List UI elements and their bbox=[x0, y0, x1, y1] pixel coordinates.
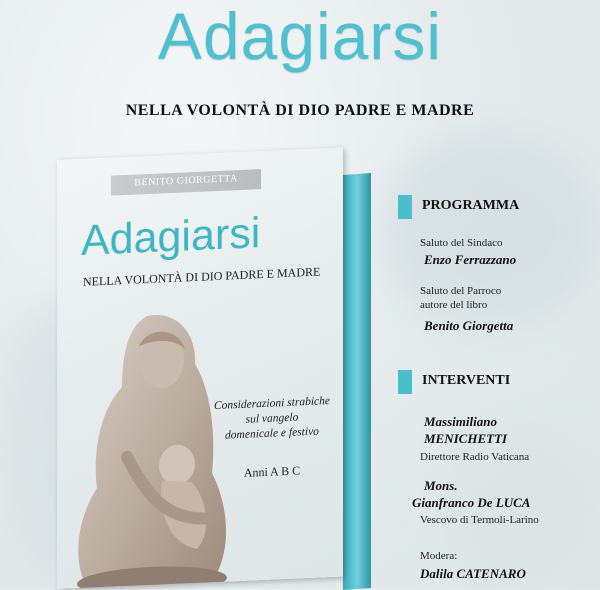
cover-years: Anni A B C bbox=[243, 463, 301, 480]
programma-item2-role-line2: autore del libro bbox=[420, 299, 488, 311]
cover-description bbox=[207, 394, 337, 445]
speaker2-role: Vescovo di Termoli-Larino bbox=[420, 514, 539, 526]
moderator-name: Dalila CATENARO bbox=[420, 566, 526, 581]
programma-heading bbox=[398, 195, 598, 219]
programma-item1-role: Saluto del Sindaco bbox=[420, 237, 503, 249]
programma-item1-name: Enzo Ferrazzano bbox=[424, 252, 517, 267]
poster-title: Adagiarsi bbox=[157, 0, 443, 73]
interventi-label: INTERVENTI bbox=[422, 373, 511, 388]
book-spine bbox=[343, 173, 371, 590]
interventi-accent-bar bbox=[398, 370, 412, 394]
cover-description-line: Considerazioni strabiche bbox=[214, 395, 330, 413]
cover-description-line: sul vangelo bbox=[245, 411, 299, 426]
book-cover bbox=[57, 148, 343, 589]
cover-subtitle: NELLA VOLONTÀ DI DIO PADRE E MADRE bbox=[83, 264, 321, 289]
cover-author: BENITO GIORGETTA bbox=[134, 173, 238, 189]
programma-item2-name: Benito Giorgetta bbox=[424, 318, 514, 333]
moderator-label: Modera: bbox=[420, 550, 458, 562]
book-image bbox=[57, 146, 371, 589]
speaker1-role: Direttore Radio Vaticana bbox=[420, 451, 530, 463]
speaker1-last-name: MENICHETTI bbox=[424, 431, 508, 446]
cover-description-line: domenicale e festivo bbox=[225, 425, 319, 442]
madonna-sculpture-illustration bbox=[67, 302, 237, 589]
programma-accent-bar bbox=[398, 195, 412, 219]
cover-title: Adagiarsi bbox=[81, 209, 261, 265]
poster-subtitle: NELLA VOLONTÀ DI DIO PADRE E MADRE bbox=[125, 102, 475, 119]
programma-item2-role-line1: Saluto del Parroco bbox=[420, 285, 502, 297]
speaker2-name: Gianfranco De LUCA bbox=[412, 495, 531, 510]
cover-author-band bbox=[111, 169, 261, 196]
speaker2-title: Mons. bbox=[424, 478, 458, 493]
background-wash bbox=[380, 130, 600, 330]
interventi-heading bbox=[398, 370, 598, 394]
speaker1-first-name: Massimiliano bbox=[424, 414, 497, 429]
programma-label: PROGRAMMA bbox=[422, 198, 520, 213]
